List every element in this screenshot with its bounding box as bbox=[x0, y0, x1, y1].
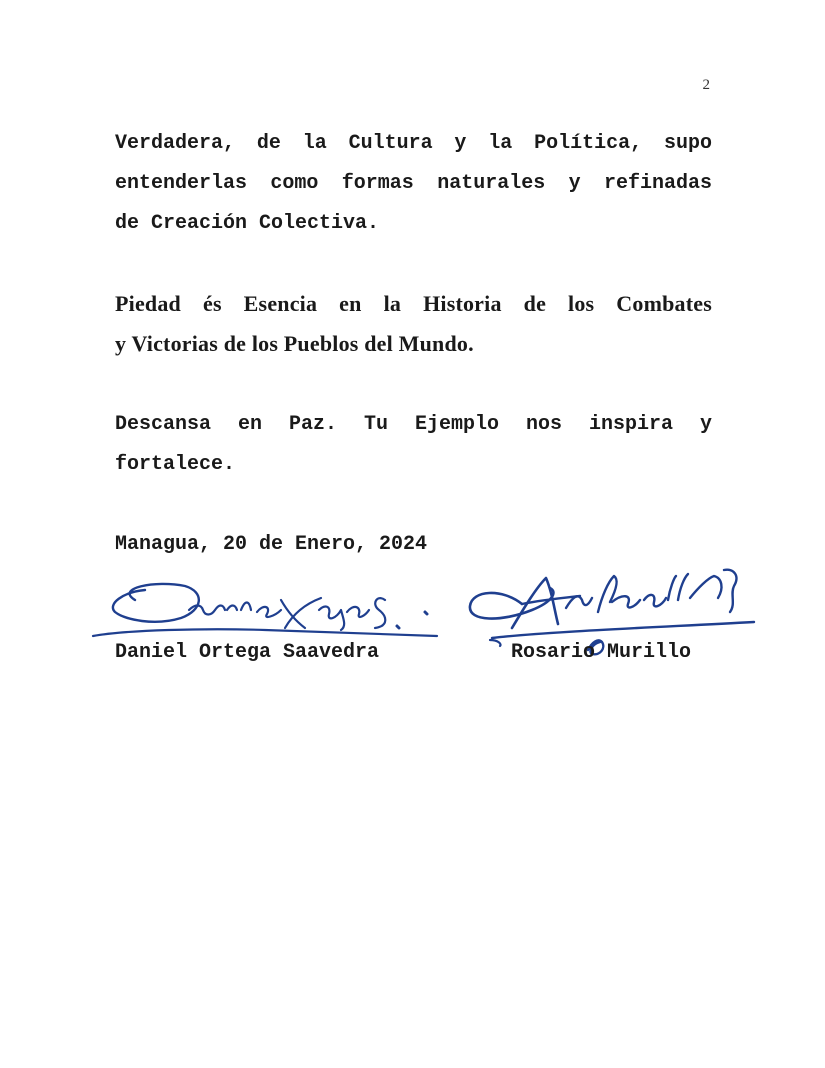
signatory-name-1: Daniel Ortega Saavedra bbox=[115, 641, 380, 664]
page-number: 2 bbox=[702, 77, 710, 93]
place-and-date: Managua, 20 de Enero, 2024 bbox=[115, 533, 428, 556]
paragraph-1-line-1: Verdadera, de la Cultura y la Política, supo bbox=[115, 132, 712, 155]
paragraph-1-line-3: de Creación Colectiva. bbox=[115, 212, 380, 235]
paragraph-2-line-2: y Victorias de los Pueblos del Mundo. bbox=[115, 331, 474, 356]
paragraph-2-line-1: Piedad és Esencia en la Historia de los Combates bbox=[115, 291, 712, 316]
paragraph-3-line-2: fortalece. bbox=[115, 453, 236, 476]
paragraph-1-line-2: entenderlas como formas naturales y refinadas bbox=[115, 172, 712, 195]
signature-daniel-ortega bbox=[85, 570, 445, 650]
paragraph-3-line-1: Descansa en Paz. Tu Ejemplo nos inspira y bbox=[115, 413, 712, 436]
signatory-name-2: Rosario Murillo bbox=[511, 641, 692, 664]
